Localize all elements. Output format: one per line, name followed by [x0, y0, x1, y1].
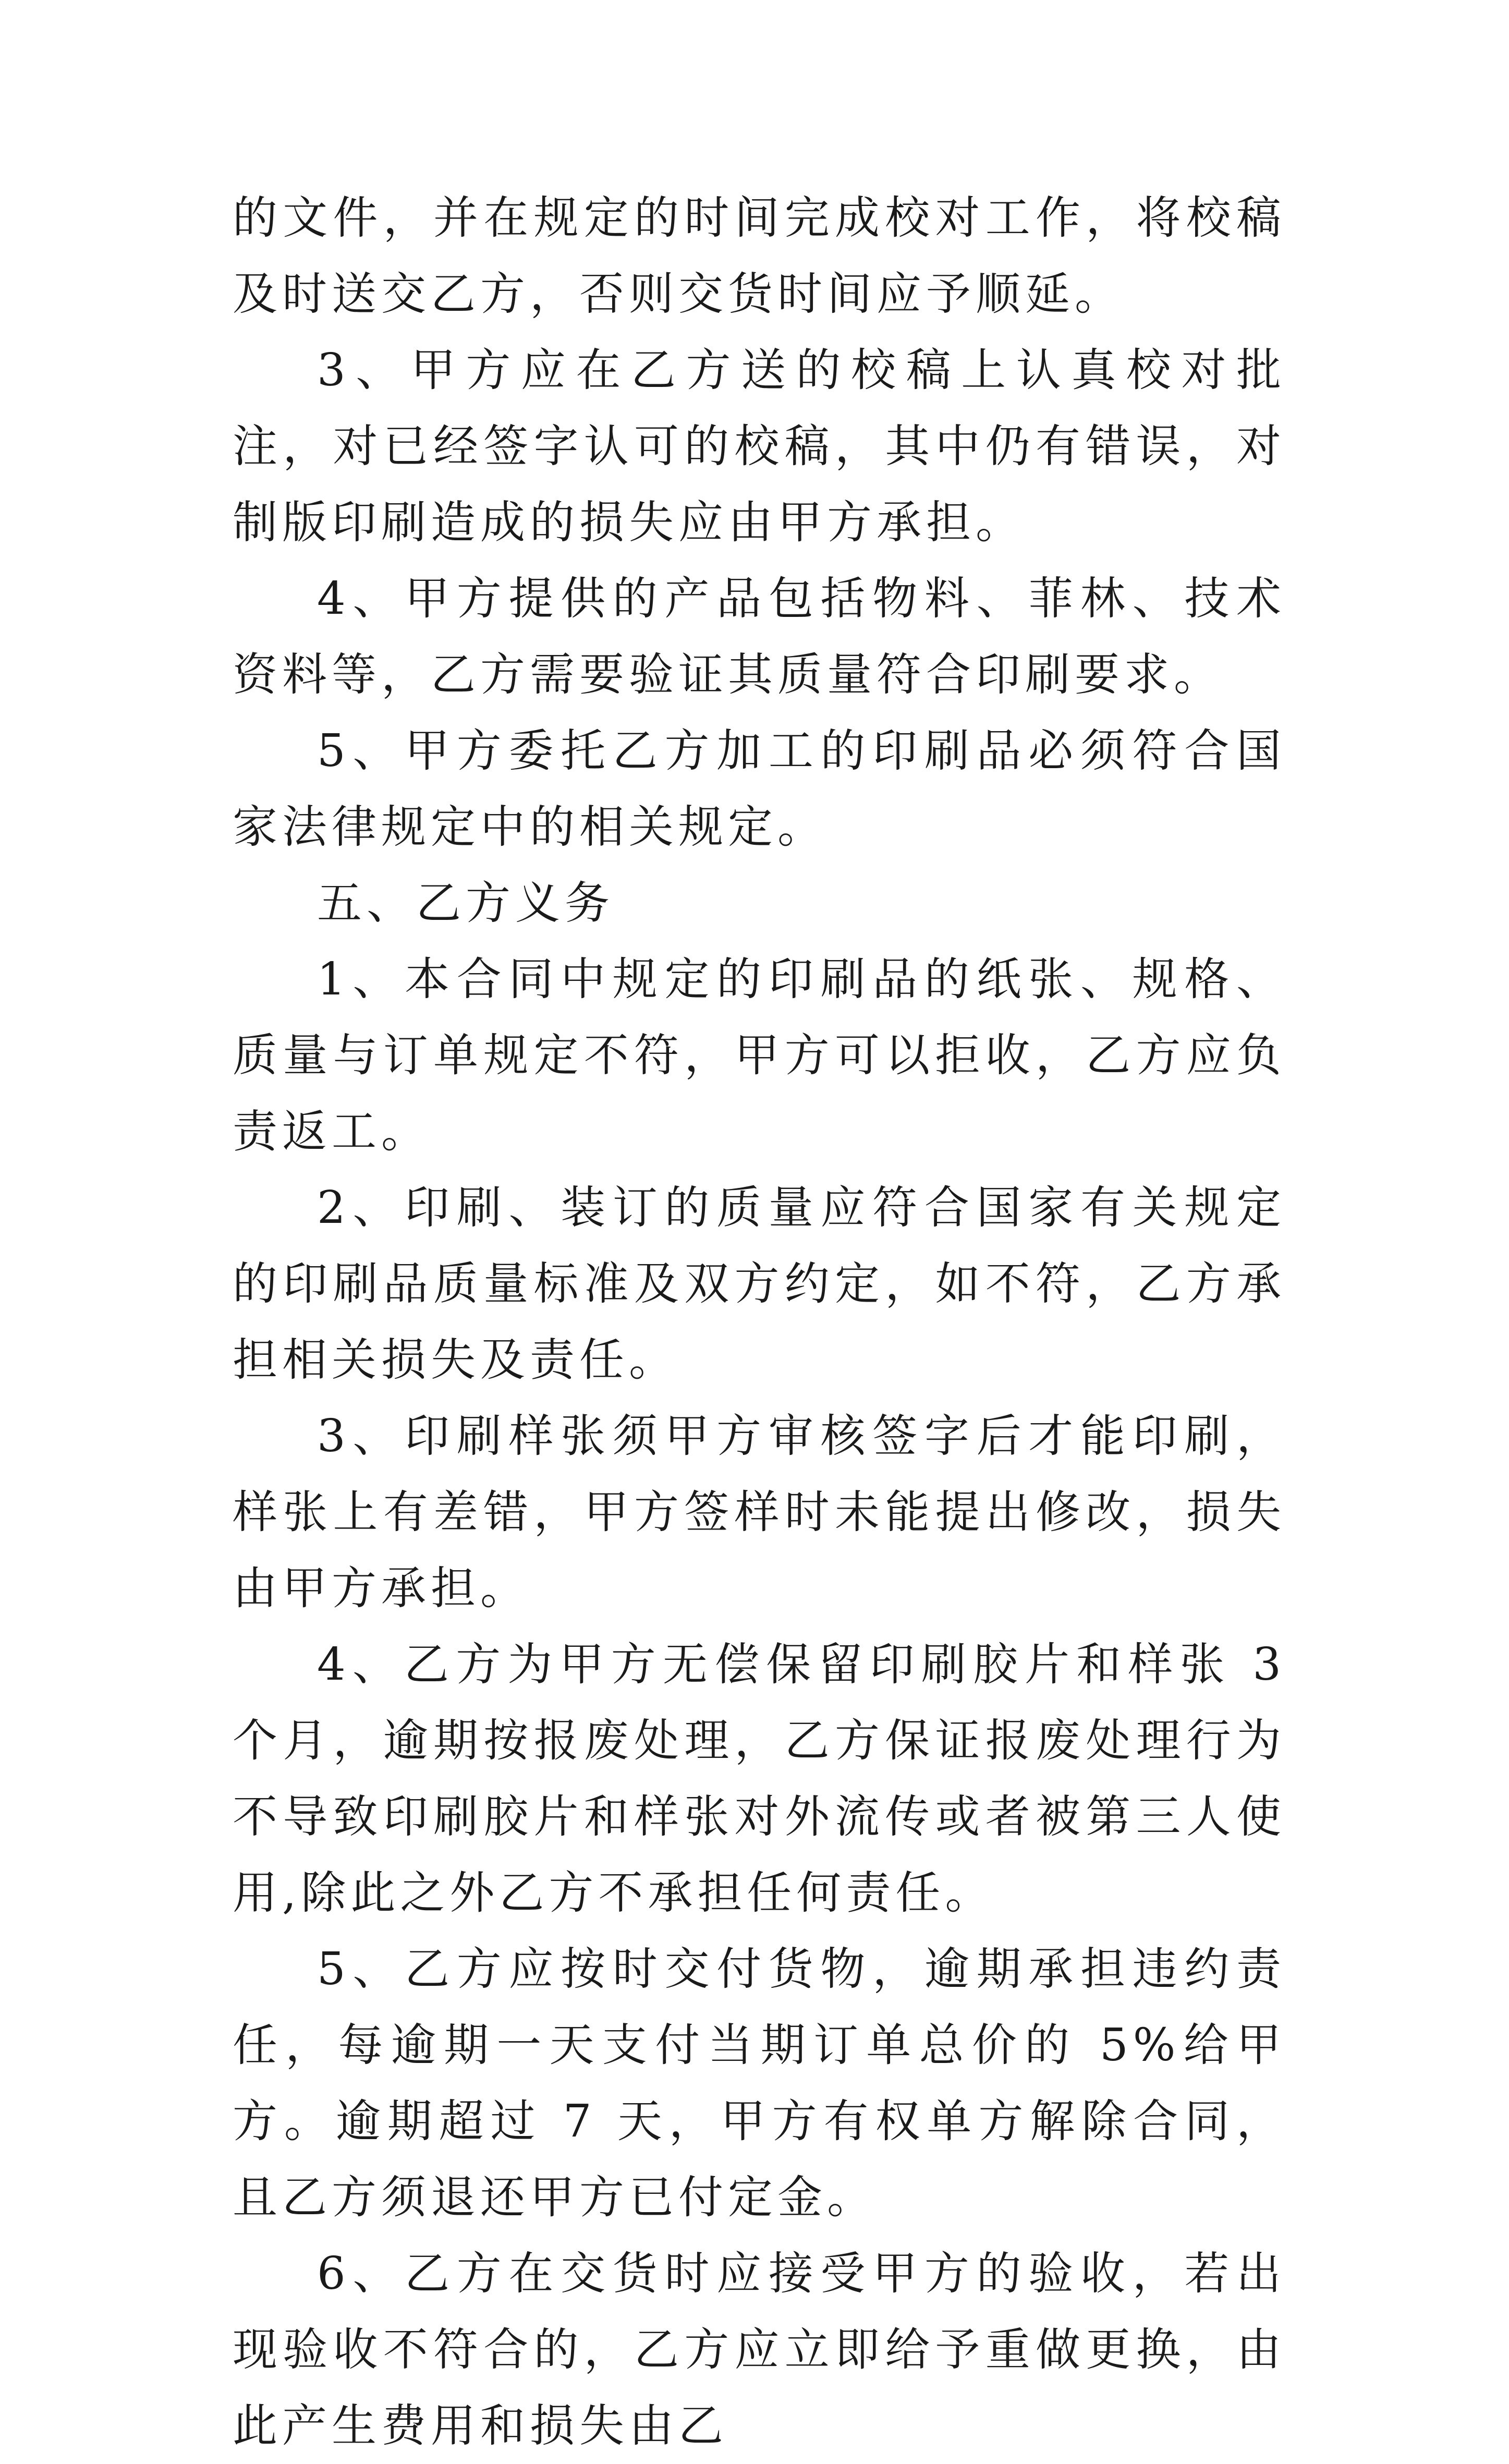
paragraph: 的文件，并在规定的时间完成校对工作，将校稿及时送交乙方，否则交货时间应予顺延。	[233, 192, 1286, 320]
paragraph: 6、乙方在交货时应接受甲方的验收，若出现验收不符合的，乙方应立即给予重做更换，由此产生费用和损失由乙	[233, 2248, 1286, 2452]
section-heading: 五、乙方义务	[317, 877, 614, 929]
document-body	[233, 180, 1286, 2464]
paragraph: 5、乙方应按时交付货物，逾期承担违约责任，每逾期一天支付当期订单总价的 5%给甲方。逾期超过 7 天，甲方有权单方解除合同，且乙方须退还甲方已付定金。	[233, 1943, 1286, 2224]
paragraph: 4、甲方提供的产品包括物料、菲林、技术资料等，乙方需要验证其质量符合印刷要求。	[233, 573, 1286, 701]
paragraph: 1、本合同中规定的印刷品的纸张、规格、质量与订单规定不符，甲方可以拒收，乙方应负责返工。	[233, 953, 1286, 1158]
paragraph: 3、甲方应在乙方送的校稿上认真校对批注，对已经签字认可的校稿，其中仍有错误，对制版印刷造成的损失应由甲方承担。	[233, 344, 1286, 549]
paragraph: 3、印刷样张须甲方审核签字后才能印刷，样张上有差错，甲方签样时未能提出修改，损失由甲方承担。	[233, 1410, 1286, 1615]
paragraph: 5、甲方委托乙方加工的印刷品必须符合国家法律规定中的相关规定。	[233, 725, 1286, 853]
paragraph: 2、印刷、装订的质量应符合国家有关规定的印刷品质量标准及双方约定，如不符，乙方承担相关损失及责任。	[233, 1182, 1286, 1386]
paragraph: 4、乙方为甲方无偿保留印刷胶片和样张 3 个月，逾期按报废处理，乙方保证报废处理行为不导致印刷胶片和样张对外流传或者被第三人使用,除此之外乙方不承担任何责任。	[233, 1638, 1286, 1919]
